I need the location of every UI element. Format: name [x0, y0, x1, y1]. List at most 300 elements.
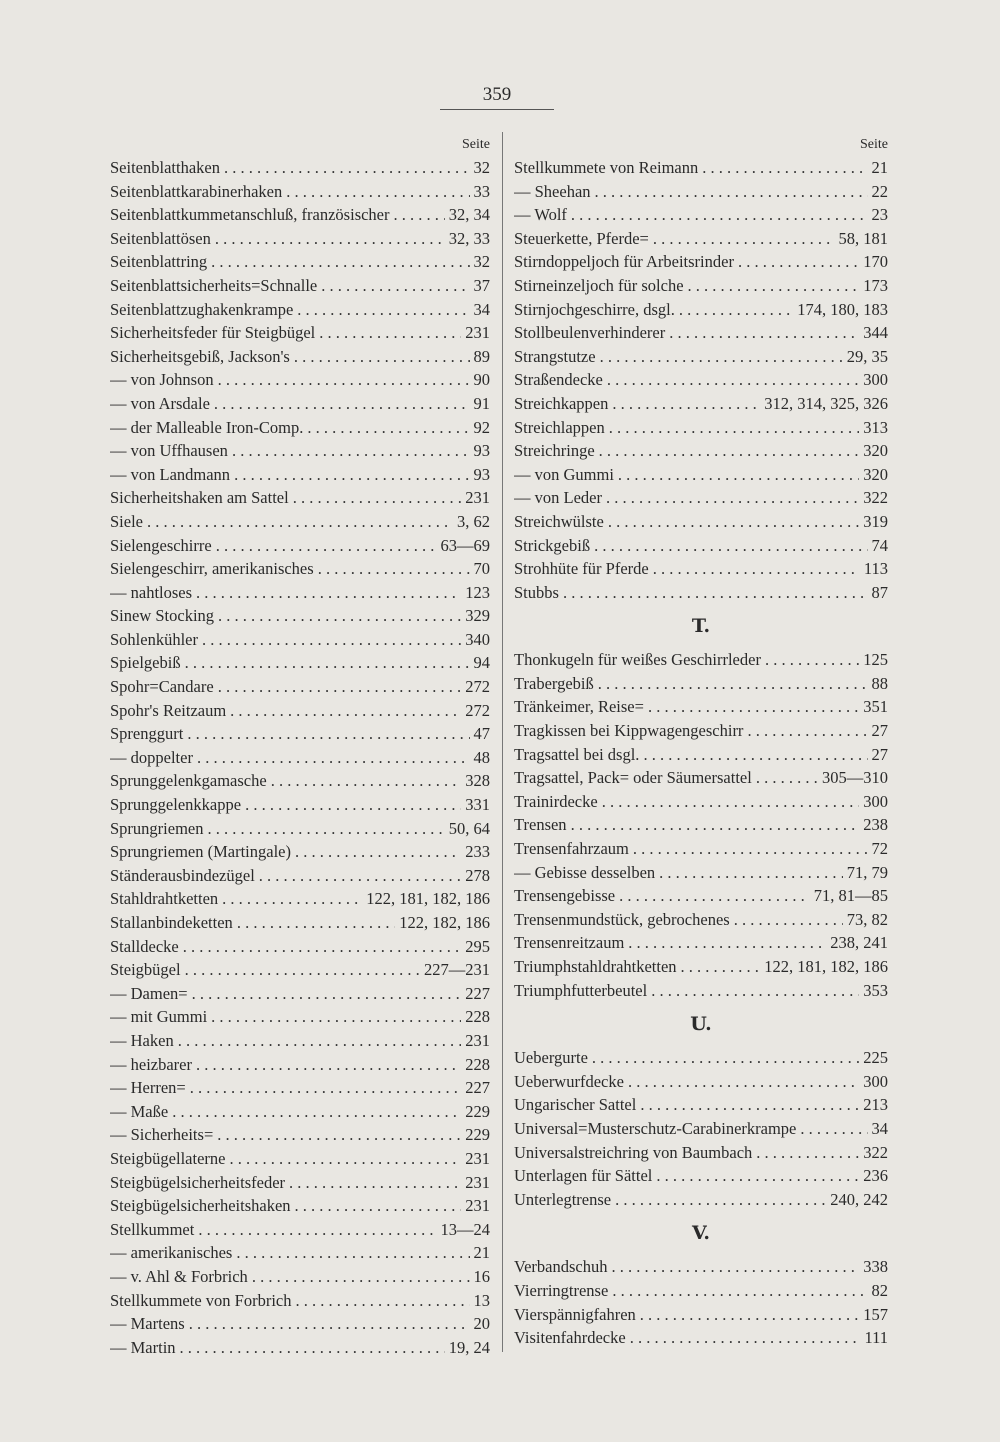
dot-leader [681, 955, 761, 979]
entry-pages: 231 [465, 1172, 490, 1192]
entry-term: Sicherheitsfeder für Steigbügel [110, 323, 316, 343]
dot-leader [594, 534, 867, 558]
entry-pages: 338 [863, 1257, 888, 1277]
dot-leader [669, 321, 859, 345]
entry-term: Strohhüte für Pferde [514, 559, 649, 579]
index-entry [110, 982, 490, 1006]
index-entry [514, 1255, 888, 1279]
entry-pages: 229 [465, 1101, 490, 1121]
index-entry [110, 298, 490, 322]
entry-term: Sohlenkühler [110, 629, 198, 649]
dot-leader [218, 675, 462, 699]
index-entry [110, 156, 490, 180]
index-entry [110, 227, 490, 251]
dot-leader [643, 743, 867, 767]
entry-pages: 340 [465, 629, 490, 649]
entry-term: Seitenblattkummetanschluß, französischer [110, 205, 390, 225]
dot-leader [245, 793, 461, 817]
dot-leader [608, 510, 859, 534]
entry-pages: 229 [465, 1125, 490, 1145]
dot-leader [297, 298, 469, 322]
entry-term: Universal=Musterschutz-Carabinerkrampe [514, 1118, 797, 1138]
entry-term: Seitenblatthaken [110, 158, 220, 177]
index-entry [514, 1117, 888, 1141]
entry-term: — Sicherheits= [110, 1125, 214, 1145]
entry-term: Sielengeschirre [110, 535, 212, 555]
entry-term: Sielengeschirr, amerikanisches [110, 559, 314, 579]
entry-pages: 22 [871, 181, 888, 201]
dot-leader [294, 345, 470, 369]
index-entry [110, 1265, 490, 1289]
entry-pages: 87 [871, 582, 888, 602]
index-entry [514, 979, 888, 1003]
index-entry [514, 672, 888, 696]
index-entry [514, 534, 888, 558]
entry-pages: 157 [863, 1304, 888, 1324]
entry-pages: 227 [465, 1078, 490, 1098]
index-entry [110, 1312, 490, 1336]
dot-leader [293, 486, 462, 510]
entry-term: Seitenblattzughakenkrampe [110, 299, 294, 319]
entry-pages: 331 [465, 795, 490, 815]
dot-leader [688, 274, 860, 298]
entry-pages: 63—69 [440, 535, 490, 555]
entry-term: Stellkummete von Reimann [514, 158, 699, 177]
entry-term: — von Johnson [110, 370, 214, 390]
entry-pages: 170 [863, 252, 888, 272]
index-entry [514, 345, 888, 369]
entry-pages: 227 [465, 983, 490, 1003]
entry-term: — Martin [110, 1337, 176, 1357]
dot-leader [640, 1093, 859, 1117]
index-entry [514, 180, 888, 204]
index-entry [110, 793, 490, 817]
entry-term: Siele [110, 511, 143, 531]
dot-leader [609, 416, 860, 440]
index-entry [110, 581, 490, 605]
entry-term: Stallanbindeketten [110, 913, 233, 932]
dot-leader [598, 672, 868, 696]
index-entry [110, 463, 490, 487]
entry-term: Spohr=Candare [110, 677, 214, 697]
dot-leader [224, 156, 470, 180]
entry-term: Sicherheitshaken am Sattel [110, 488, 289, 508]
dot-leader [651, 979, 859, 1003]
entry-term: Unterlegtrense [514, 1189, 612, 1209]
index-entry [514, 955, 888, 979]
index-entry [110, 345, 490, 369]
index-entry [110, 1336, 490, 1360]
entry-pages: 272 [465, 700, 490, 720]
dot-leader [307, 416, 469, 440]
entry-term: — Wolf [514, 205, 567, 225]
dot-leader [218, 604, 461, 628]
index-entry [514, 203, 888, 227]
entry-term: Seitenblattkarabinerhaken [110, 181, 283, 201]
entry-pages: 32, 33 [448, 228, 490, 248]
index-entry [110, 557, 490, 581]
dot-leader [612, 1279, 867, 1303]
entry-pages: 231 [465, 1030, 490, 1050]
entry-pages: 34 [871, 1118, 888, 1138]
entry-term: Spohr's Reitzaum [110, 700, 227, 720]
index-entry [514, 510, 888, 534]
dot-leader [633, 837, 868, 861]
dot-leader [653, 227, 835, 251]
index-entry [514, 1303, 888, 1327]
entry-pages: 238, 241 [830, 933, 888, 953]
entry-pages: 278 [465, 865, 490, 885]
dot-leader [189, 1312, 470, 1336]
dot-leader [615, 1188, 826, 1212]
index-entry [514, 321, 888, 345]
entry-pages: 21 [871, 158, 888, 177]
index-entry [110, 604, 490, 628]
dot-leader [630, 1326, 861, 1350]
dot-leader [602, 790, 860, 814]
index-entry [110, 1029, 490, 1053]
index-entry [110, 651, 490, 675]
dot-leader [800, 1117, 867, 1141]
dot-leader [600, 345, 843, 369]
entry-term: Steigbügellaterne [110, 1148, 226, 1168]
dot-leader [659, 861, 843, 885]
index-entry [110, 534, 490, 558]
index-entry [110, 1171, 490, 1195]
entry-term: Sprenggurt [110, 724, 184, 744]
dot-leader [295, 1289, 469, 1313]
column-header-seite: Seite [462, 137, 490, 152]
entry-pages: 351 [863, 697, 888, 717]
dot-leader [185, 651, 470, 675]
entry-term: — von Landmann [110, 464, 231, 484]
dot-leader [218, 368, 470, 392]
entry-term: Sicherheitsgebiß, Jackson's [110, 346, 290, 366]
entry-pages: 34 [473, 299, 490, 319]
index-entries-left [110, 156, 490, 1359]
dot-leader [222, 887, 362, 911]
entry-term: Steigbügelsicherheitshaken [110, 1196, 291, 1216]
entry-term: Strickgebiß [514, 535, 591, 555]
entry-pages: 231 [465, 323, 490, 343]
entry-term: Trensenreitzaum [514, 933, 625, 953]
dot-leader [599, 439, 860, 463]
dot-leader [394, 203, 445, 227]
entry-pages: 300 [863, 1071, 888, 1091]
entry-pages: 236 [863, 1166, 888, 1186]
entry-pages: 305—310 [822, 768, 888, 788]
entry-term: Seitenblattring [110, 252, 208, 272]
entry-term: Steigbügelsicherheitsfeder [110, 1172, 286, 1192]
index-entry [514, 1188, 888, 1212]
entry-term: — amerikanisches [110, 1243, 233, 1263]
dot-leader [187, 722, 469, 746]
index-entry [514, 695, 888, 719]
entry-pages: 93 [473, 441, 490, 461]
dot-leader [192, 982, 462, 1006]
left-column [110, 134, 490, 1359]
entry-pages: 48 [473, 747, 490, 767]
entry-term: Sinew Stocking [110, 606, 215, 626]
entry-term: Stahldrahtketten [110, 889, 219, 909]
dot-leader [321, 274, 469, 298]
entry-pages: 122, 181, 182, 186 [764, 957, 888, 976]
index-entry [514, 648, 888, 672]
entry-term: — Sheehan [514, 181, 591, 201]
dot-leader [563, 581, 868, 605]
entry-pages: 94 [473, 653, 490, 673]
entry-term: Uebergurte [514, 1048, 588, 1068]
index-entry [514, 766, 888, 790]
index-entry [110, 180, 490, 204]
entry-pages: 125 [863, 650, 888, 670]
index-entry [514, 416, 888, 440]
dot-leader [202, 628, 461, 652]
entry-term: Straßendecke [514, 370, 603, 390]
entry-term: Tragsattel, Pack= oder Säumersattel [514, 768, 752, 788]
entry-term: Ständerausbindezügel [110, 865, 255, 885]
dot-leader [271, 769, 462, 793]
index-entry [110, 864, 490, 888]
dot-leader [147, 510, 453, 534]
index-entry [514, 719, 888, 743]
index-entry [110, 1123, 490, 1147]
index-entry [514, 908, 888, 932]
index-entry [514, 931, 888, 955]
entry-term: Trensenfahrzaum [514, 839, 629, 859]
dot-leader [628, 931, 826, 955]
index-entry [110, 1241, 490, 1265]
dot-leader [747, 719, 867, 743]
dot-leader [286, 180, 469, 204]
index-entry [514, 557, 888, 581]
entry-term: Strangstutze [514, 346, 596, 366]
index-entries-v [514, 1255, 888, 1349]
index-entry [110, 769, 490, 793]
index-entry [110, 817, 490, 841]
entry-term: — der Malleable Iron-Comp. [110, 417, 304, 437]
dot-leader [656, 1164, 859, 1188]
dot-leader [571, 203, 868, 227]
entry-pages: 47 [473, 724, 490, 744]
entry-pages: 32, 34 [448, 205, 490, 225]
entry-pages: 123 [465, 582, 490, 602]
entry-term: — Martens [110, 1314, 185, 1334]
entry-pages: 74 [871, 535, 888, 555]
dot-leader [172, 1100, 461, 1124]
column-divider [502, 132, 503, 1352]
index-entry [110, 274, 490, 298]
dot-leader [259, 864, 461, 888]
entry-term: — Herren= [110, 1078, 186, 1098]
index-entry [514, 274, 888, 298]
entry-pages: 27 [871, 721, 888, 741]
dot-leader [295, 1194, 462, 1218]
dot-leader [679, 298, 793, 322]
entry-term: — v. Ahl & Forbrich [110, 1266, 248, 1286]
index-entry [110, 628, 490, 652]
index-entry [514, 1093, 888, 1117]
index-entry [110, 1076, 490, 1100]
dot-leader [702, 156, 867, 180]
dot-leader [211, 1005, 461, 1029]
dot-leader [178, 1029, 462, 1053]
entry-pages: 231 [465, 488, 490, 508]
index-entries-s [514, 156, 888, 604]
entry-pages: 322 [863, 1142, 888, 1162]
index-entry [514, 1070, 888, 1094]
index-entry [110, 321, 490, 345]
entry-pages: 122, 181, 182, 186 [366, 889, 490, 909]
entry-pages: 111 [864, 1328, 888, 1348]
entry-term: Trensenmundstück, gebrochenes [514, 909, 730, 929]
index-entry [110, 746, 490, 770]
section-heading-v: V. [691, 1222, 711, 1245]
entry-term: Streichwülste [514, 511, 604, 531]
entry-pages: 71, 79 [846, 862, 888, 882]
index-entry [110, 699, 490, 723]
entry-pages: 240, 242 [830, 1189, 888, 1209]
entry-pages: 29, 35 [846, 346, 888, 366]
entry-pages: 91 [473, 393, 490, 413]
entry-pages: 58, 181 [838, 228, 888, 248]
entry-term: Tragsattel bei dsgl. [514, 744, 640, 764]
entry-term: Vierringtrense [514, 1280, 609, 1300]
entry-term: — von Gummi [514, 464, 614, 484]
entry-pages: 32 [473, 158, 490, 177]
entry-pages: 228 [465, 1054, 490, 1074]
entry-pages: 228 [465, 1007, 490, 1027]
entry-term: Stellkummete von Forbrich [110, 1290, 292, 1310]
entry-pages: 13 [473, 1290, 490, 1310]
index-entry [514, 837, 888, 861]
entry-term: Universalstreichring von Baumbach [514, 1142, 753, 1162]
dot-leader [612, 392, 760, 416]
entry-pages: 320 [863, 464, 888, 484]
index-entry [514, 1164, 888, 1188]
entry-pages: 320 [863, 441, 888, 461]
dot-leader [295, 840, 461, 864]
entry-pages: 92 [473, 417, 490, 437]
entry-term: Steuerkette, Pferde= [514, 228, 649, 248]
entry-pages: 23 [871, 205, 888, 225]
entry-term: Seitenblattösen [110, 228, 211, 248]
index-entry [514, 227, 888, 251]
index-entry [514, 439, 888, 463]
entry-term: Sprunggelenkkappe [110, 795, 242, 815]
entry-term: Spielgebiß [110, 653, 181, 673]
entry-term: — Haken [110, 1030, 174, 1050]
entry-pages: 329 [465, 606, 490, 626]
dot-leader [648, 695, 859, 719]
entry-term: Stellkummet [110, 1219, 195, 1239]
index-entry [514, 156, 888, 180]
dot-leader [592, 1046, 859, 1070]
entry-term: Stirndoppeljoch für Arbeitsrinder [514, 252, 734, 272]
dot-leader [217, 1123, 461, 1147]
entry-pages: 231 [465, 1148, 490, 1168]
entry-pages: 32 [473, 252, 490, 272]
index-entry [110, 675, 490, 699]
entry-pages: 353 [863, 980, 888, 1000]
index-entry [514, 884, 888, 908]
index-entry [110, 935, 490, 959]
entry-pages: 13—24 [440, 1219, 490, 1239]
entry-term: — doppelter [110, 747, 193, 767]
dot-leader [185, 958, 420, 982]
entry-term: Ungarischer Sattel [514, 1095, 637, 1115]
entry-pages: 113 [863, 559, 888, 579]
dot-leader [318, 557, 470, 581]
index-entry [110, 1289, 490, 1313]
entry-pages: 33 [473, 181, 490, 201]
entry-pages: 50, 64 [448, 818, 490, 838]
entry-pages: 122, 182, 186 [399, 913, 490, 932]
dot-leader [183, 935, 462, 959]
index-entry [110, 1100, 490, 1124]
index-entry [110, 510, 490, 534]
dot-leader [207, 817, 444, 841]
dot-leader [619, 884, 810, 908]
entry-term: Streichringe [514, 441, 595, 461]
entry-term: Streichlappen [514, 417, 605, 437]
index-entry [110, 958, 490, 982]
entry-term: Trensen [514, 815, 567, 835]
entry-term: — mit Gummi [110, 1007, 208, 1027]
dot-leader [618, 463, 859, 487]
page-number: 359 [440, 84, 554, 110]
entry-term: — heizbarer [110, 1054, 192, 1074]
dot-leader [571, 813, 860, 837]
dot-leader [190, 1076, 462, 1100]
entry-pages: 19, 24 [448, 1337, 490, 1357]
index-entry [110, 1218, 490, 1242]
index-entry [110, 1005, 490, 1029]
dot-leader [236, 1241, 469, 1265]
dot-leader [232, 439, 470, 463]
entry-pages: 300 [863, 370, 888, 390]
section-heading-u: U. [690, 1013, 712, 1036]
entry-pages: 27 [871, 744, 888, 764]
entry-term: — Gebisse desselben [514, 862, 656, 882]
index-entry [514, 1046, 888, 1070]
index-entry [110, 887, 490, 911]
index-entries-u [514, 1046, 888, 1211]
entry-pages: 70 [473, 559, 490, 579]
dot-leader [289, 1171, 461, 1195]
index-entry [514, 790, 888, 814]
entry-term: — Maße [110, 1101, 169, 1121]
entry-term: Unterlagen für Sättel [514, 1166, 653, 1186]
entry-pages: 90 [473, 370, 490, 390]
entry-pages: 231 [465, 1196, 490, 1216]
index-entry [514, 1141, 888, 1165]
dot-leader [180, 1336, 445, 1360]
entry-pages: 213 [863, 1095, 888, 1115]
entry-term: Triumphfutterbeutel [514, 980, 648, 1000]
dot-leader [229, 1147, 461, 1171]
entry-pages: 233 [465, 842, 490, 862]
entry-term: Ueberwurfdecke [514, 1071, 624, 1091]
index-entry [110, 1147, 490, 1171]
dot-leader [197, 746, 470, 770]
dot-leader [198, 1218, 436, 1242]
entry-pages: 3, 62 [457, 511, 490, 531]
dot-leader [234, 463, 469, 487]
dot-leader [640, 1303, 859, 1327]
entry-pages: 37 [473, 275, 490, 295]
dot-leader [214, 392, 470, 416]
